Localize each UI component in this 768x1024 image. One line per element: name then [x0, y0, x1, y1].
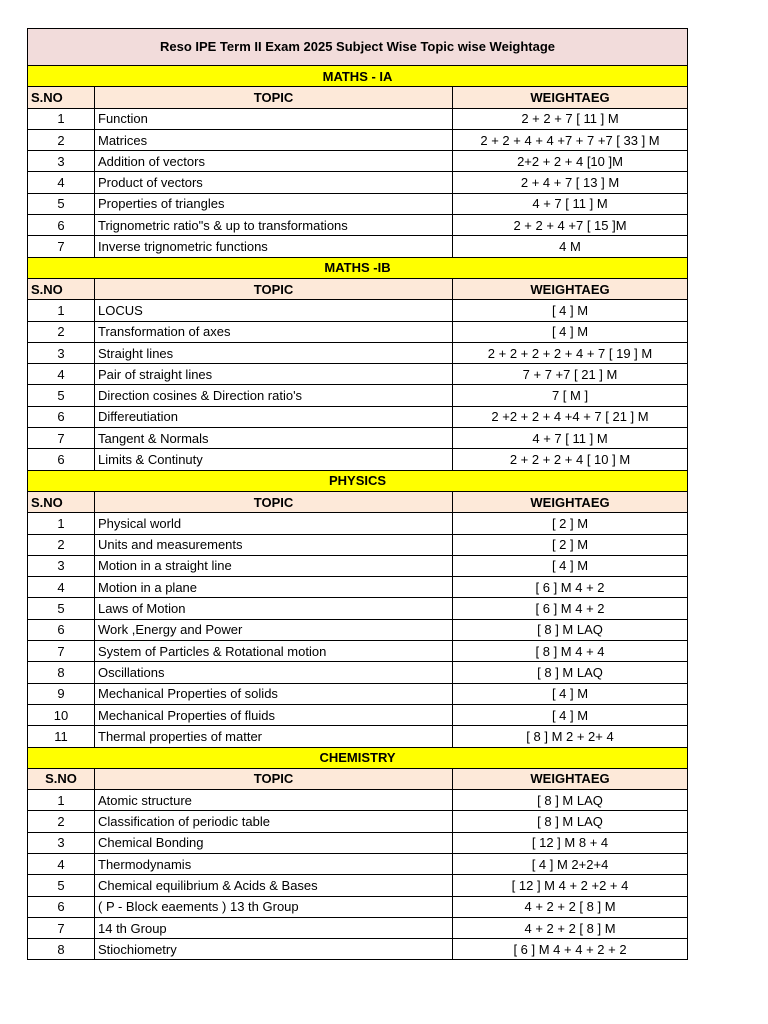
sno-cell: 7 [28, 428, 95, 449]
topic-cell: System of Particles & Rotational motion [95, 641, 453, 662]
table-row [28, 193, 688, 214]
section-title: PHYSICS [28, 470, 688, 491]
table-row [28, 704, 688, 725]
weightage-cell: 2 + 2 + 4 + 4 +7 + 7 +7 [ 33 ] M [453, 129, 688, 150]
sno-cell: 2 [28, 321, 95, 342]
table-row [28, 811, 688, 832]
topic-cell: Atomic structure [95, 790, 453, 811]
topic-cell: Classification of periodic table [95, 811, 453, 832]
sno-cell: 4 [28, 172, 95, 193]
table-row [28, 108, 688, 129]
title-row [28, 29, 688, 66]
weightage-cell: [ 4 ] M [453, 683, 688, 704]
table-row [28, 896, 688, 917]
weightage-cell: 2 + 2 + 4 +7 [ 15 ]M [453, 215, 688, 236]
table-row [28, 300, 688, 321]
weightage-cell: 4 + 7 [ 11 ] M [453, 428, 688, 449]
sno-cell: 6 [28, 619, 95, 640]
weightage-header: WEIGHTAEG [453, 491, 688, 512]
column-header-row [28, 491, 688, 512]
topic-cell: Chemical Bonding [95, 832, 453, 853]
table-row [28, 641, 688, 662]
weightage-cell: 2 + 2 + 7 [ 11 ] M [453, 108, 688, 129]
weightage-cell: 4 + 7 [ 11 ] M [453, 193, 688, 214]
topic-cell: Product of vectors [95, 172, 453, 193]
section-title: MATHS - IA [28, 66, 688, 87]
sno-header: S.NO [28, 491, 95, 512]
weightage-cell: [ 2 ] M [453, 513, 688, 534]
weightage-cell: [ 12 ] M 4 + 2 +2 + 4 [453, 875, 688, 896]
topic-cell: Direction cosines & Direction ratio's [95, 385, 453, 406]
table-row [28, 853, 688, 874]
table-row [28, 129, 688, 150]
sno-cell: 8 [28, 662, 95, 683]
weightage-cell: [ 8 ] M 4 + 4 [453, 641, 688, 662]
column-header-row [28, 87, 688, 108]
sno-cell: 8 [28, 939, 95, 960]
table-row [28, 151, 688, 172]
topic-cell: Work ,Energy and Power [95, 619, 453, 640]
table-row [28, 662, 688, 683]
page-title: Reso IPE Term II Exam 2025 Subject Wise Topic wise Weightage [28, 29, 688, 66]
sno-cell: 5 [28, 875, 95, 896]
weightage-cell: [ 4 ] M 2+2+4 [453, 853, 688, 874]
table-row [28, 726, 688, 747]
sno-cell: 7 [28, 641, 95, 662]
table-row [28, 683, 688, 704]
topic-cell: Thermal properties of matter [95, 726, 453, 747]
topic-cell: Transformation of axes [95, 321, 453, 342]
sno-cell: 1 [28, 790, 95, 811]
table-row [28, 598, 688, 619]
topic-header: TOPIC [95, 491, 453, 512]
weightage-cell: 4 M [453, 236, 688, 257]
weightage-cell: [ 8 ] M LAQ [453, 811, 688, 832]
table-row [28, 236, 688, 257]
weightage-cell: 7 [ M ] [453, 385, 688, 406]
sno-cell: 6 [28, 406, 95, 427]
topic-cell: Function [95, 108, 453, 129]
section-header-row [28, 66, 688, 87]
sno-cell: 2 [28, 534, 95, 555]
topic-cell: Chemical equilibrium & Acids & Bases [95, 875, 453, 896]
topic-cell: Inverse trignometric functions [95, 236, 453, 257]
section-header-row [28, 257, 688, 278]
topic-header: TOPIC [95, 87, 453, 108]
topic-cell: Motion in a straight line [95, 555, 453, 576]
weightage-cell: [ 6 ] M 4 + 4 + 2 + 2 [453, 939, 688, 960]
topic-cell: Motion in a plane [95, 577, 453, 598]
table-row [28, 321, 688, 342]
sno-cell: 3 [28, 832, 95, 853]
weightage-cell: 2 + 2 + 2 + 2 + 4 + 7 [ 19 ] M [453, 342, 688, 363]
weightage-header: WEIGHTAEG [453, 768, 688, 789]
weightage-cell: [ 4 ] M [453, 555, 688, 576]
table-row [28, 875, 688, 896]
topic-cell: ( P - Block eaements ) 13 th Group [95, 896, 453, 917]
weightage-cell: 2 + 4 + 7 [ 13 ] M [453, 172, 688, 193]
topic-cell: Thermodynamis [95, 853, 453, 874]
topic-cell: Mechanical Properties of solids [95, 683, 453, 704]
sno-cell: 4 [28, 364, 95, 385]
table-row [28, 428, 688, 449]
weightage-cell: 2 + 2 + 2 + 4 [ 10 ] M [453, 449, 688, 470]
weightage-cell: 4 + 2 + 2 [ 8 ] M [453, 917, 688, 938]
topic-cell: Tangent & Normals [95, 428, 453, 449]
sno-header: S.NO [28, 278, 95, 299]
sno-cell: 1 [28, 108, 95, 129]
sno-cell: 5 [28, 385, 95, 406]
column-header-row [28, 768, 688, 789]
section-title: CHEMISTRY [28, 747, 688, 768]
sno-header: S.NO [28, 768, 95, 789]
sno-cell: 3 [28, 342, 95, 363]
topic-cell: Stiochiometry [95, 939, 453, 960]
sno-cell: 6 [28, 215, 95, 236]
table-row [28, 790, 688, 811]
sno-cell: 10 [28, 704, 95, 725]
table-row [28, 215, 688, 236]
sno-cell: 7 [28, 236, 95, 257]
topic-cell: Trignometric ratio"s & up to transformations [95, 215, 453, 236]
topic-cell: Matrices [95, 129, 453, 150]
table-row [28, 577, 688, 598]
sno-cell: 9 [28, 683, 95, 704]
sno-cell: 2 [28, 811, 95, 832]
table-row [28, 364, 688, 385]
sno-cell: 5 [28, 193, 95, 214]
weightage-cell: [ 4 ] M [453, 300, 688, 321]
table-row [28, 513, 688, 534]
table-row [28, 939, 688, 960]
sno-cell: 5 [28, 598, 95, 619]
weightage-cell: [ 2 ] M [453, 534, 688, 555]
sno-cell: 2 [28, 129, 95, 150]
weightage-cell: 7 + 7 +7 [ 21 ] M [453, 364, 688, 385]
weightage-table [27, 28, 688, 960]
table-row [28, 534, 688, 555]
weightage-header: WEIGHTAEG [453, 87, 688, 108]
weightage-cell: [ 8 ] M 2 + 2+ 4 [453, 726, 688, 747]
topic-cell: 14 th Group [95, 917, 453, 938]
sno-cell: 1 [28, 300, 95, 321]
weightage-header: WEIGHTAEG [453, 278, 688, 299]
topic-header: TOPIC [95, 768, 453, 789]
table-row [28, 172, 688, 193]
weightage-cell: [ 6 ] M 4 + 2 [453, 598, 688, 619]
table-row [28, 619, 688, 640]
sno-cell: 3 [28, 151, 95, 172]
topic-cell: Differeutiation [95, 406, 453, 427]
sno-cell: 4 [28, 853, 95, 874]
table-row [28, 406, 688, 427]
table-row [28, 449, 688, 470]
weightage-cell: [ 4 ] M [453, 704, 688, 725]
topic-cell: Limits & Continuty [95, 449, 453, 470]
weightage-cell: [ 6 ] M 4 + 2 [453, 577, 688, 598]
topic-cell: Properties of triangles [95, 193, 453, 214]
table-row [28, 832, 688, 853]
table-row [28, 342, 688, 363]
sno-cell: 7 [28, 917, 95, 938]
topic-cell: LOCUS [95, 300, 453, 321]
weightage-cell: [ 4 ] M [453, 321, 688, 342]
weightage-cell: [ 8 ] M LAQ [453, 790, 688, 811]
weightage-cell: [ 8 ] M LAQ [453, 662, 688, 683]
topic-cell: Straight lines [95, 342, 453, 363]
topic-cell: Laws of Motion [95, 598, 453, 619]
table-row [28, 555, 688, 576]
section-header-row [28, 470, 688, 491]
section-title: MATHS -IB [28, 257, 688, 278]
section-header-row [28, 747, 688, 768]
table-row [28, 917, 688, 938]
sno-cell: 1 [28, 513, 95, 534]
weightage-cell: 4 + 2 + 2 [ 8 ] M [453, 896, 688, 917]
sno-cell: 6 [28, 449, 95, 470]
sno-cell: 3 [28, 555, 95, 576]
sno-cell: 4 [28, 577, 95, 598]
table-row [28, 385, 688, 406]
topic-header: TOPIC [95, 278, 453, 299]
sno-cell: 11 [28, 726, 95, 747]
sno-header: S.NO [28, 87, 95, 108]
topic-cell: Mechanical Properties of fluids [95, 704, 453, 725]
weightage-cell: [ 12 ] M 8 + 4 [453, 832, 688, 853]
weightage-cell: 2+2 + 2 + 4 [10 ]M [453, 151, 688, 172]
topic-cell: Pair of straight lines [95, 364, 453, 385]
column-header-row [28, 278, 688, 299]
topic-cell: Physical world [95, 513, 453, 534]
sno-cell: 6 [28, 896, 95, 917]
weightage-cell: [ 8 ] M LAQ [453, 619, 688, 640]
weightage-cell: 2 +2 + 2 + 4 +4 + 7 [ 21 ] M [453, 406, 688, 427]
topic-cell: Units and measurements [95, 534, 453, 555]
topic-cell: Addition of vectors [95, 151, 453, 172]
topic-cell: Oscillations [95, 662, 453, 683]
